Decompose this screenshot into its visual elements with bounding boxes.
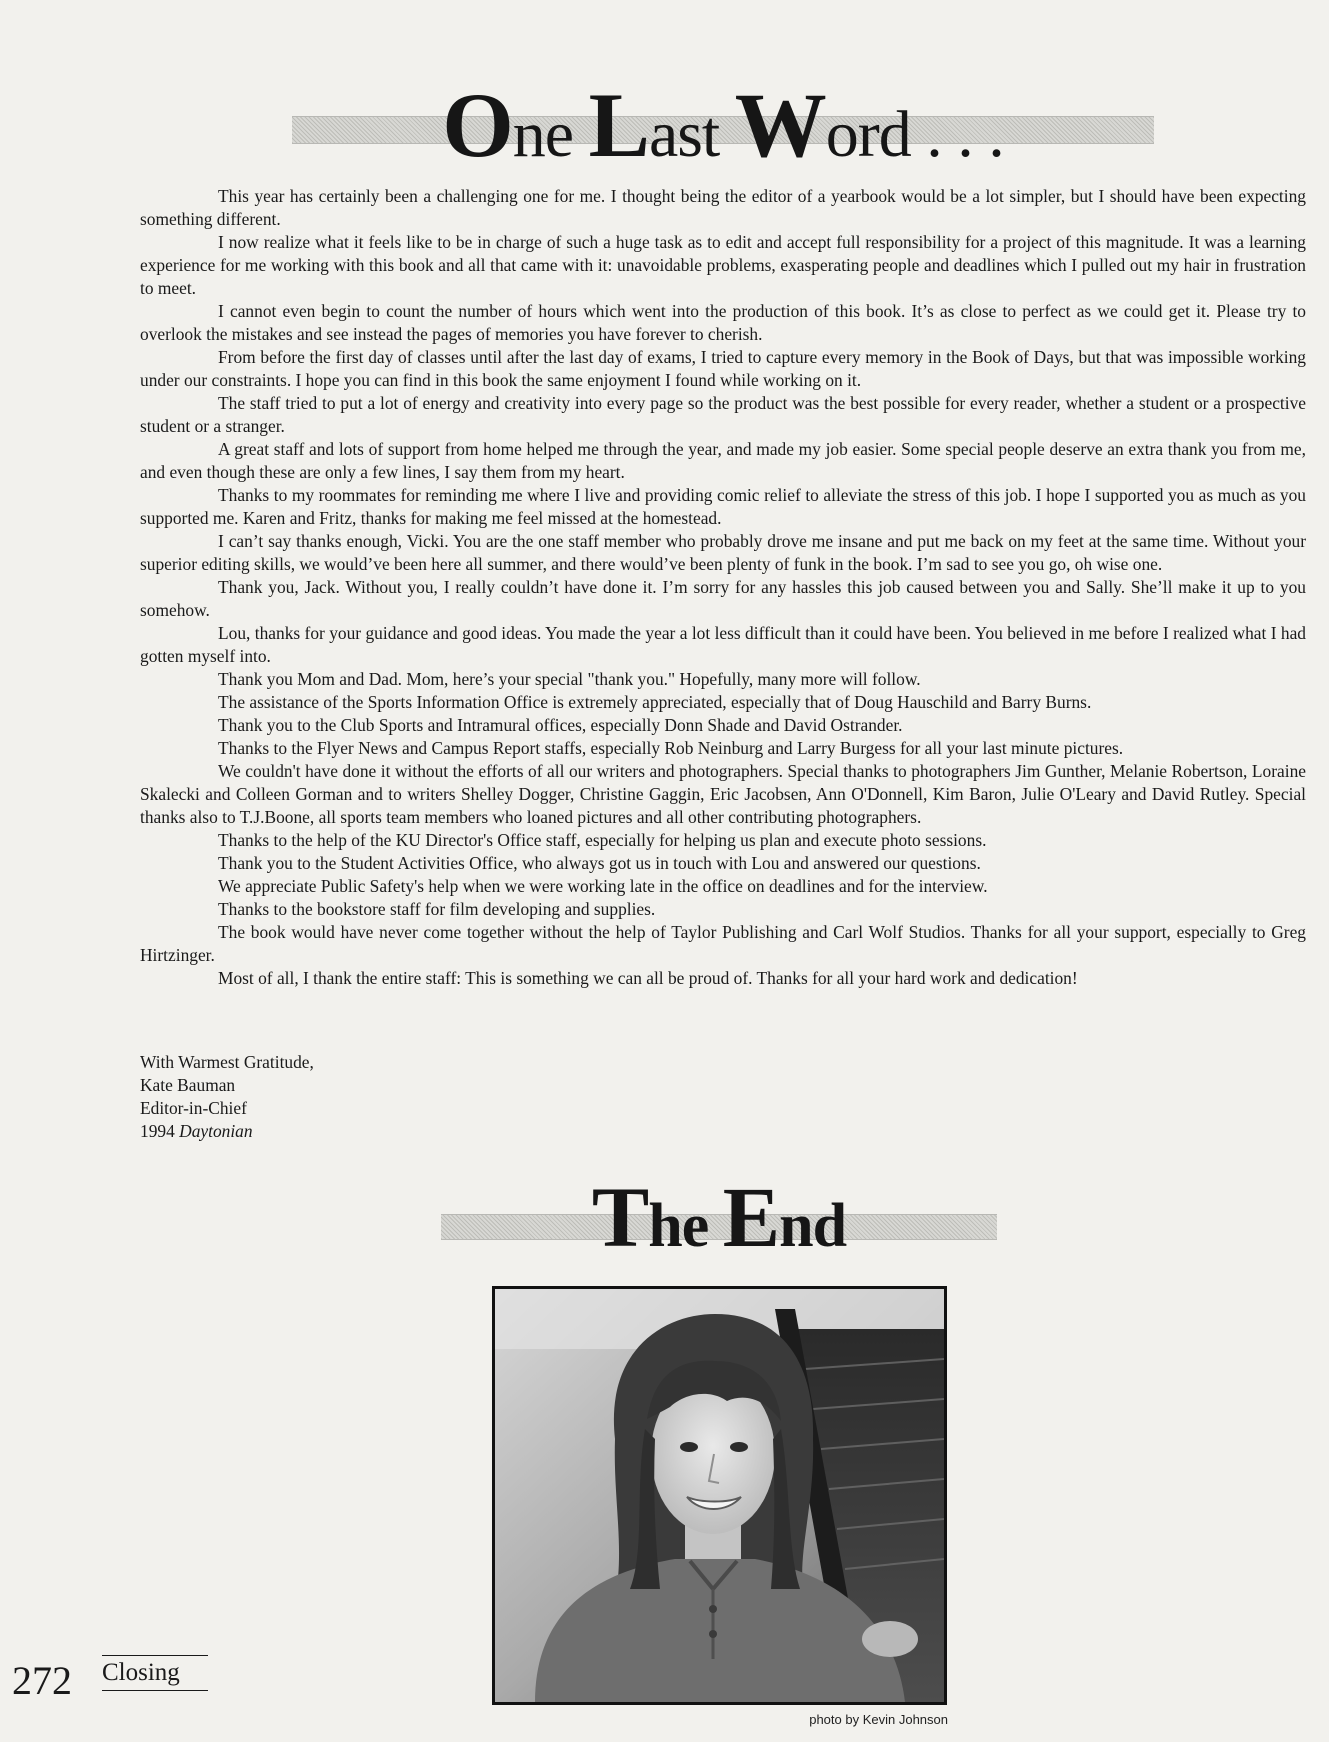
letter-paragraph: We appreciate Public Safety's help when we were working late in the office on deadlines and for the interview.	[218, 876, 988, 896]
publication-name: Daytonian	[179, 1121, 253, 1141]
page-heading	[292, 74, 1154, 180]
folio	[12, 1650, 212, 1710]
letter-signoff	[140, 1051, 314, 1143]
letter-paragraph: A great staff and lots of support from home helped me through the year, and made my job easier. Some special people deserve an extra thank you from me, and even though these are only a few lines, I say them from my heart.	[140, 439, 1306, 482]
heading-initial: T	[591, 1169, 649, 1265]
end-heading	[441, 1169, 997, 1269]
page-number: 272	[12, 1658, 72, 1703]
folio-rule	[102, 1655, 208, 1656]
closing-line: With Warmest Gratitude,	[140, 1052, 314, 1072]
heading-initial: O	[442, 74, 513, 176]
letter-paragraph: I cannot even begin to count the number of hours which went into the production of this book. It’s as close to perfect as we could get it. Please try to overlook the mistakes and see instead the pages of memories you have forever to cherish.	[140, 301, 1306, 344]
letter-paragraph: I can’t say thanks enough, Vicki. You are the one staff member who probably drove me insane and put me back on my feet at the same time. Without your superior editing skills, we would’ve been here all summer, and there would’ve been plenty of funk in the book. I’m sad to see you go, oh wise one.	[140, 531, 1306, 574]
letter-paragraph: Thank you, Jack. Without you, I really couldn’t have done it. I’m sorry for any hassles this job caused between you and Sally. She’ll make it up to you somehow.	[140, 577, 1306, 620]
letter-paragraph: Thank you to the Student Activities Office, who always got us in touch with Lou and answered our questions.	[218, 853, 981, 873]
letter-paragraph: This year has certainly been a challenging one for me. I thought being the editor of a yearbook would be a lot simpler, but I should have been expecting something different.	[140, 186, 1306, 229]
heading-initial: L	[588, 74, 649, 176]
end-banner	[441, 1169, 997, 1265]
heading-initial: W	[734, 74, 826, 176]
letter-paragraph: Thanks to my roommates for reminding me where I live and providing comic relief to alleviate the stress of this job. I hope I supported you as much as you supported me. Karen and Fritz, thanks for making me feel missed at the homestead.	[140, 485, 1306, 528]
signer-name: Kate Bauman	[140, 1075, 236, 1095]
portrait-photo	[492, 1286, 947, 1705]
heading-word-rest: ord . . .	[825, 98, 1004, 171]
letter-paragraph: Thanks to the help of the KU Director's Office staff, especially for helping us plan and execute photo sessions.	[218, 830, 987, 850]
signer-role: Editor-in-Chief	[140, 1098, 247, 1118]
letter-paragraph: The book would have never come together without the help of Taylor Publishing and Carl Wolf Studios. Thanks for all your support, especially to Greg Hirtzinger.	[140, 922, 1306, 965]
letter-paragraph: Thank you Mom and Dad. Mom, here’s your special "thank you." Hopefully, many more will follow.	[218, 669, 921, 689]
letter-paragraph: The staff tried to put a lot of energy and creativity into every page so the product was the best possible for every reader, whether a student or a prospective student or a stranger.	[140, 393, 1306, 436]
heading-banner	[292, 74, 1154, 176]
heading-word-rest: ast	[648, 98, 735, 171]
heading-word-rest: ne	[512, 98, 589, 171]
letter-paragraph: We couldn't have done it without the efforts of all our writers and photographers. Special thanks to photographers Jim Gunther, Melanie Robertson, Loraine Skalecki and Colleen Gorman and to writers Shelley Dogger, Christine Gaggin, Eric Jacobsen, Ann O'Donnell, Kim Baron, Julie O'Leary and David Rutley. Special thanks also to T.J.Boone, all sports team members who loaned pictures and all other contributing photographers.	[140, 761, 1306, 827]
letter-paragraph: Thanks to the Flyer News and Campus Report staffs, especially Rob Neinburg and Larry Burgess for all your last minute pictures.	[218, 738, 1124, 758]
letter-paragraph: The assistance of the Sports Information Office is extremely appreciated, especially that of Doug Hauschild and Barry Burns.	[218, 692, 1092, 712]
publication-year: 1994	[140, 1121, 175, 1141]
letter-paragraph: Thanks to the bookstore staff for film developing and supplies.	[218, 899, 656, 919]
heading-word-rest: nd	[779, 1192, 847, 1260]
folio-underline	[102, 1690, 208, 1691]
photo-credit: photo by Kevin Johnson	[809, 1712, 948, 1727]
letter-paragraph: Most of all, I thank the entire staff: This is something we can all be proud of. Thanks for all your hard work and dedication!	[218, 968, 1078, 988]
letter-paragraph: From before the first day of classes until after the last day of exams, I tried to capture every memory in the Book of Days, but that was impossible working under our constraints. I hope you can find in this book the same enjoyment I found while working on it.	[140, 347, 1306, 390]
letter-paragraph: Lou, thanks for your guidance and good ideas. You made the year a lot less difficult than it could have been. You believed in me before I realized what I had gotten myself into.	[140, 623, 1306, 666]
heading-word-rest: he	[648, 1192, 723, 1260]
heading-initial: E	[722, 1169, 780, 1265]
signer-publication	[140, 1120, 314, 1143]
section-name: Closing	[102, 1659, 180, 1686]
portrait-illustration	[495, 1289, 944, 1702]
editor-letter	[140, 185, 1306, 990]
letter-paragraph: I now realize what it feels like to be in charge of such a huge task as to edit and accept full responsibility for a project of this magnitude. It was a learning experience for me working with this book and all that came with it: unavoidable problems, exasperating people and deadlines which I pulled out my hair in frustration to meet.	[140, 232, 1306, 298]
letter-paragraph: Thank you to the Club Sports and Intramural offices, especially Donn Shade and David Ostrander.	[218, 715, 903, 735]
